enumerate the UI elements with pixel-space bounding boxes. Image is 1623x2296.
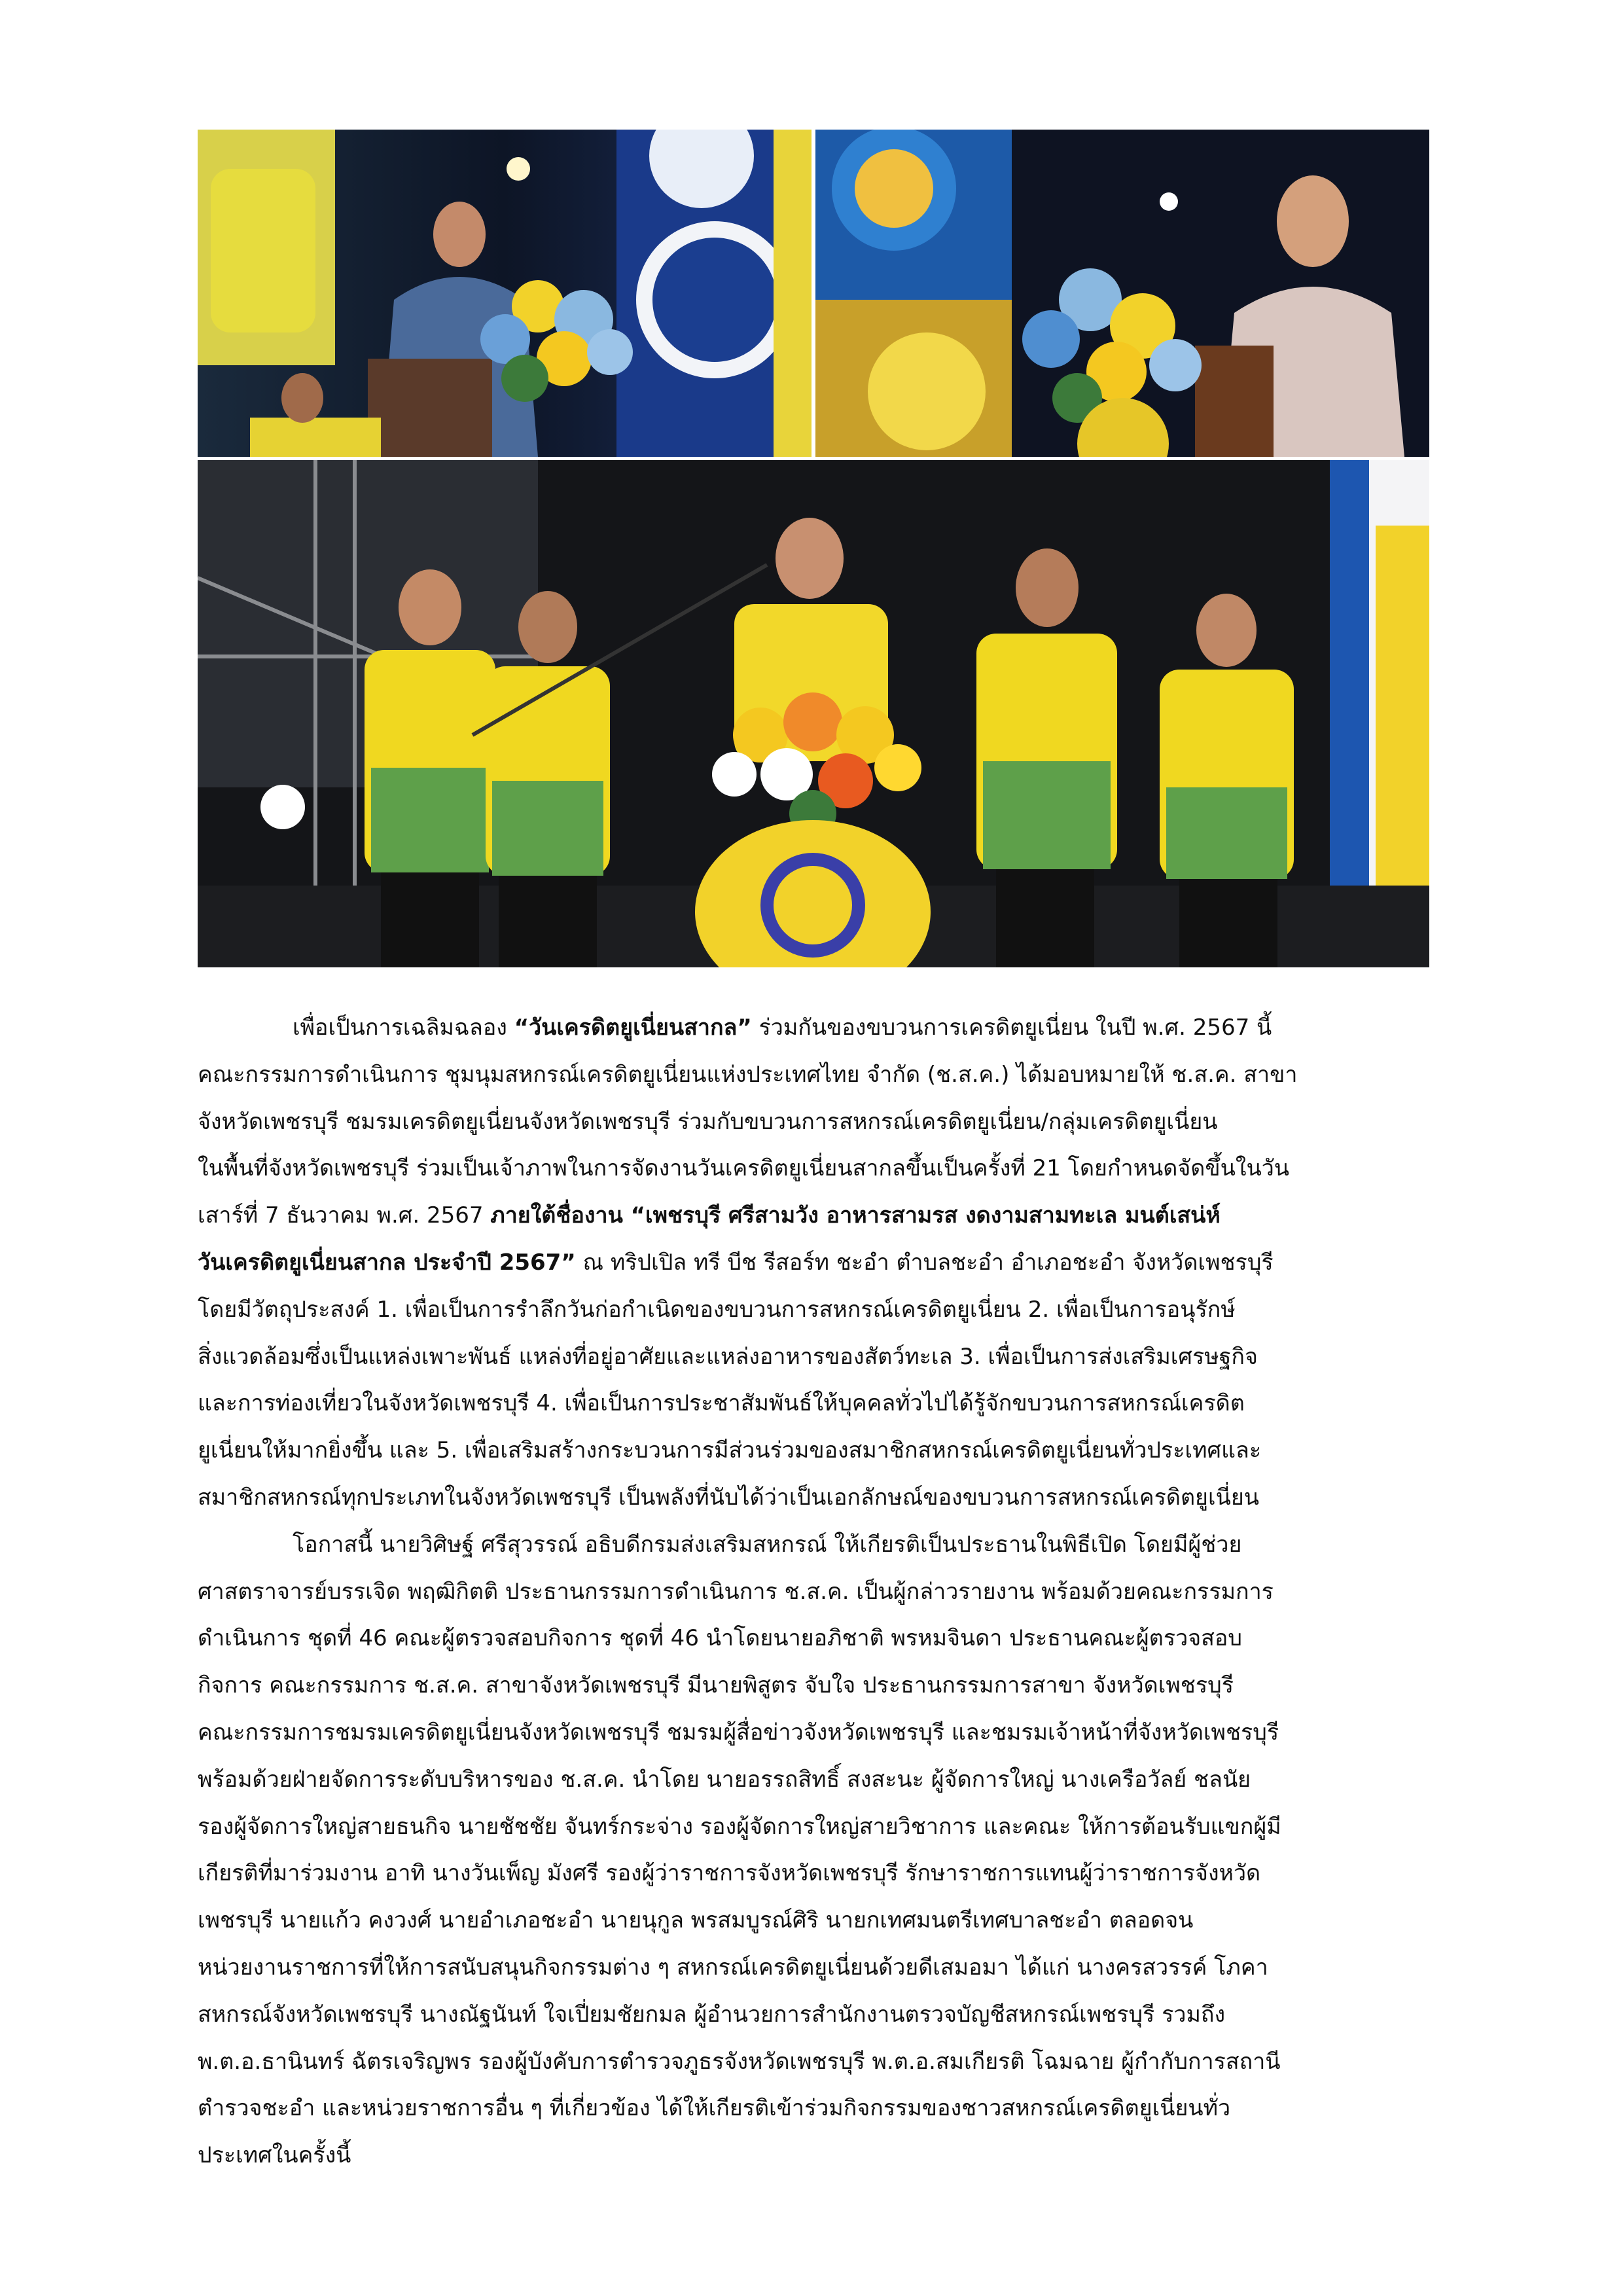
paragraph-2-line-3: ดำเนินการ ชุดที่ 46 คณะผู้ตรวจสอบกิจการ ชุดที่ 46 นำโดยนายอภิชาติ พรหมจินดา ประธานคณะผู้ตรวจสอบ <box>198 1625 1242 1652</box>
paragraph-2-line-6: พร้อมด้วยฝ่ายจัดการระดับบริหารของ ช.ส.ค. นำโดย นายอรรถสิทธิ์ สงสะนะ ผู้จัดการใหญ่ นางเครือวัลย์ ชลนัย <box>198 1766 1251 1793</box>
p1-text: ณ ทริปเปิล ทรี บีช รีสอร์ท ชะอำ ตำบลชะอำ อำเภอชะอำ จังหวัดเพชรบุรี <box>575 1249 1274 1276</box>
paragraph-2-line-10: หน่วยงานราชการที่ให้การสนับสนุนกิจกรรมต่าง ๆ สหกรณ์เครดิตยูเนี่ยนด้วยดีเสมอมา ได้แก่ นางครสวรรค์ โภคา <box>198 1954 1268 1981</box>
photo-speaker-left <box>198 130 812 457</box>
paragraph-2-line-8: เกียรติที่มาร่วมงาน อาทิ นางวันเพ็ญ มังศรี รองผู้ว่าราชการจังหวัดเพชรบุรี รักษาราชการแทนผู้ว่าราชการจังหวัด <box>198 1860 1261 1887</box>
paragraph-1-line-11: สมาชิกสหกรณ์ทุกประเภทในจังหวัดเพชรบุรี เป็นพลังที่นับได้ว่าเป็นเอกลักษณ์ของขบวนการสหกรณ์เครดิตยูเนี่ยน <box>198 1484 1259 1511</box>
paragraph-1-line-10: ยูเนี่ยนให้มากยิ่งขึ้น และ 5. เพื่อเสริมสร้างกระบวนการมีส่วนร่วมของสมาชิกสหกรณ์เครดิตยูเนี่ยนทั่วประเทศและ <box>198 1437 1262 1464</box>
paragraph-1-line-4: ในพื้นที่จังหวัดเพชรบุรี ร่วมเป็นเจ้าภาพในการจัดงานวันเครดิตยูเนี่ยนสากลขึ้นเป็นครั้งที่ 21 โดยกำหนดจัดขึ้นในวัน <box>198 1155 1290 1182</box>
paragraph-2-line-5: คณะกรรมการชมรมเครดิตยูเนี่ยนจังหวัดเพชรบุรี ชมรมผู้สื่อข่าวจังหวัดเพชรบุรี และชมรมเจ้าหน้าที่จังหวัดเพชรบุรี <box>198 1719 1279 1746</box>
paragraph-2-line-13: ตำรวจชะอำ และหน่วยราชการอื่น ๆ ที่เกี่ยวข้อง ได้ให้เกียรติเข้าร่วมกิจกรรมของชาวสหกรณ์เครดิตยูเนี่ยนทั่ว <box>198 2095 1231 2122</box>
p1-text: เพื่อเป็นการเฉลิมฉลอง <box>293 1014 514 1041</box>
paragraph-2-line-4: กิจการ คณะกรรมการ ช.ส.ค. สาขาจังหวัดเพชรบุรี มีนายพิสูตร จับใจ ประธานกรรมการสาขา จังหวัดเพชรบุรี <box>198 1672 1234 1699</box>
paragraph-2-line-1: โอกาสนี้ นายวิศิษฐ์ ศรีสุวรรณ์ อธิบดีกรมส่งเสริมสหกรณ์ ให้เกียรติเป็นประธานในพิธีเปิด โดยมีผู้ช่วย <box>293 1531 1242 1558</box>
paragraph-2-line-7: รองผู้จัดการใหญ่สายธนกิจ นายชัชชัย จันทร์กระจ่าง รองผู้จัดการใหญ่สายวิชาการ และคณะ ให้การต้อนรับแขกผู้มี <box>198 1813 1281 1840</box>
paragraph-2-line-12: พ.ต.อ.ธานินทร์ ฉัตรเจริญพร รองผู้บังคับการตำรวจภูธรจังหวัดเพชรบุรี พ.ต.อ.สมเกียรติ โฉมฉาย ผู้กำกับการสถานี <box>198 2048 1281 2075</box>
paragraph-2-line-2: ศาสตราจารย์บรรเจิด พฤฒิกิตติ ประธานกรรมการดำเนินการ ช.ส.ค. เป็นผู้กล่าวรายงาน พร้อมด้วยคณะกรรมการ <box>198 1578 1274 1605</box>
photo-speaker-right-graphic <box>815 130 1429 457</box>
article-body <box>198 1005 1429 2179</box>
p1-event-name: “วันเครดิตยูเนี่ยนสากล” <box>514 1014 752 1041</box>
paragraph-1-line-7: โดยมีวัตถุประสงค์ 1. เพื่อเป็นการรำลึกวันก่อกำเนิดของขบวนการสหกรณ์เครดิตยูเนี่ยน 2. เพื่อเป็นการอนุรักษ์ <box>198 1296 1236 1323</box>
paragraph-1-line-3: จังหวัดเพชรบุรี ชมรมเครดิตยูเนี่ยนจังหวัดเพชรบุรี ร่วมกับขบวนการสหกรณ์เครดิตยูเนี่ยน/กลุ่มเครดิตยูเนี่ยน <box>198 1108 1218 1135</box>
paragraph-2 <box>198 1522 1429 2179</box>
paragraph-1-line-8: สิ่งแวดล้อมซึ่งเป็นแหล่งเพาะพันธ์ แหล่งที่อยู่อาศัยและแหล่งอาหารของสัตว์ทะเล 3. เพื่อเป็นการส่งเสริมเศรษฐกิจ <box>198 1343 1258 1370</box>
paragraph-1-line-1 <box>198 1005 1429 1052</box>
paragraph-1-line-2: คณะกรรมการดำเนินการ ชุมนุมสหกรณ์เครดิตยูเนี่ยนแห่งประเทศไทย จำกัด (ช.ส.ค.) ได้มอบหมายให้ ช.ส.ค. สาขา <box>198 1061 1298 1088</box>
p1-theme-end: วันเครดิตยูเนี่ยนสากล ประจำปี 2567” <box>198 1249 576 1276</box>
p1-text: เสาร์ที่ 7 ธันวาคม พ.ศ. 2567 <box>198 1202 491 1229</box>
paragraph-1-line-9: และการท่องเที่ยวในจังหวัดเพชรบุรี 4. เพื่อเป็นการประชาสัมพันธ์ให้บุคคลทั่วไปได้รู้จักขบวนการสหกรณ์เครดิต <box>198 1390 1245 1417</box>
paragraph-2-line-11: สหกรณ์จังหวัดเพชรบุรี นางณัฐนันท์ ใจเปี่ยมชัยกมล ผู้อำนวยการสำนักงานตรวจบัญชีสหกรณ์เพชรบุรี รวมถึง <box>198 2001 1226 2028</box>
paragraph-1-line-5 <box>198 1193 1429 1240</box>
photo-speaker-left-graphic <box>198 130 812 457</box>
paragraph-1 <box>198 1005 1429 1522</box>
paragraph-1-line-6 <box>198 1240 1429 1287</box>
photo-group-stage-graphic <box>198 460 1429 967</box>
paragraph-2-line-9: เพชรบุรี นายแก้ว คงวงศ์ นายอำเภอชะอำ นายนุกูล พรสมบูรณ์ศิริ นายกเทศมนตรีเทศบาลชะอำ ตลอดจน <box>198 1907 1194 1934</box>
photo-group-stage <box>198 460 1429 967</box>
photo-speaker-right <box>815 130 1429 457</box>
paragraph-2-line-14: ประเทศในครั้งนี้ <box>198 2142 351 2169</box>
p1-theme: ภายใต้ชื่องาน “เพชรบุรี ศรีสามวัง อาหารสามรส งดงามสามทะเล มนต์เสน่ห์ <box>490 1202 1221 1229</box>
p1-text: ร่วมกันของขบวนการเครดิตยูเนี่ยน ในปี พ.ศ. 2567 นี้ <box>751 1014 1272 1041</box>
